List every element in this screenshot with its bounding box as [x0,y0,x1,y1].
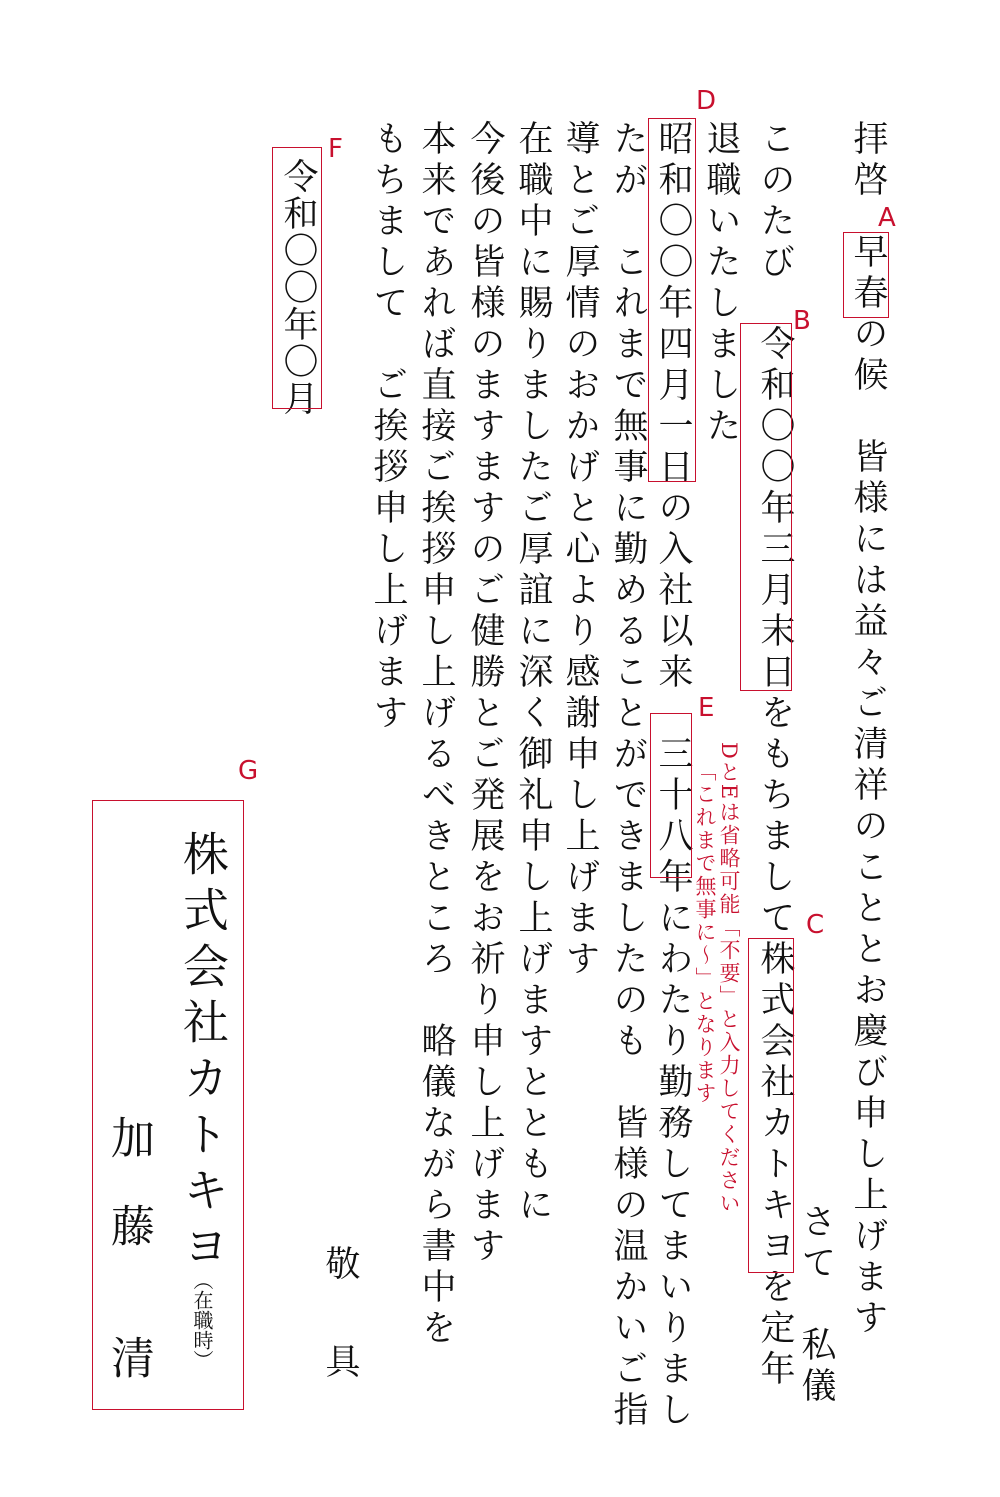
field-box-retirement-date [740,323,792,691]
field-box-date [272,147,322,409]
letter-line-joined: 昭和〇〇年四月一日の入社以来 三十八年にわたり勤務してまいりまし [653,120,693,1432]
instruction-note-1: DとEは省略可能「不要」と入力してください [717,742,741,1216]
letter-line-thanks-2: 導とご厚情のおかげと心より感謝申し上げます [560,120,600,981]
letter-line-wishes: 今後の皆様のますますのご健勝とご発展をお祈り申し上げます [465,120,505,1268]
closing-keigu: 敬 具 [320,1245,360,1392]
letter-line-retired: 退職いたしました [701,120,741,448]
marker-f: F [328,134,343,164]
signature-company: 株式会社カトキヨ [176,830,230,1278]
letter-line-closing: もちまして ご挨拶申し上げます [368,120,408,735]
letter-line-intro: さて 私儀 [796,1203,836,1408]
letter-line-retirement: このたび 令和〇〇年三月末日をもちまして株式会社カトキヨを定年 [755,120,795,1391]
field-box-company [748,938,794,1273]
marker-c: C [806,910,825,940]
marker-a: A [878,203,896,233]
instruction-note-2: 「これまで無事に〜」となります [693,760,717,1105]
greeting-opening: 拝啓 [848,120,888,202]
letter-line-seasonal: 早春の候 皆様には益々ご清祥のこととお慶び申し上げます [848,233,888,1340]
marker-g: G [238,756,259,786]
letter-line-thanks-1: たが これまで無事に勤めることができましたのも 皆様の温かいご指 [608,120,648,1432]
marker-e: E [698,693,715,723]
field-box-years [650,713,692,878]
marker-b: B [793,306,811,336]
signature-name: 加 藤 清 [103,1115,154,1379]
signature-note: （在職時） [190,1270,214,1370]
letter-line-apology: 本来であれば直接ご挨拶申し上げるべきところ 略儀ながら書中を [416,120,456,1350]
letter-date: 令和〇〇年〇月 [278,158,318,417]
field-box-season [843,232,889,318]
marker-d: D [696,86,717,116]
letter-line-gratitude: 在職中に賜りましたご厚誼に深く御礼申し上げますとともに [513,120,553,1227]
field-box-join-date [648,118,696,482]
